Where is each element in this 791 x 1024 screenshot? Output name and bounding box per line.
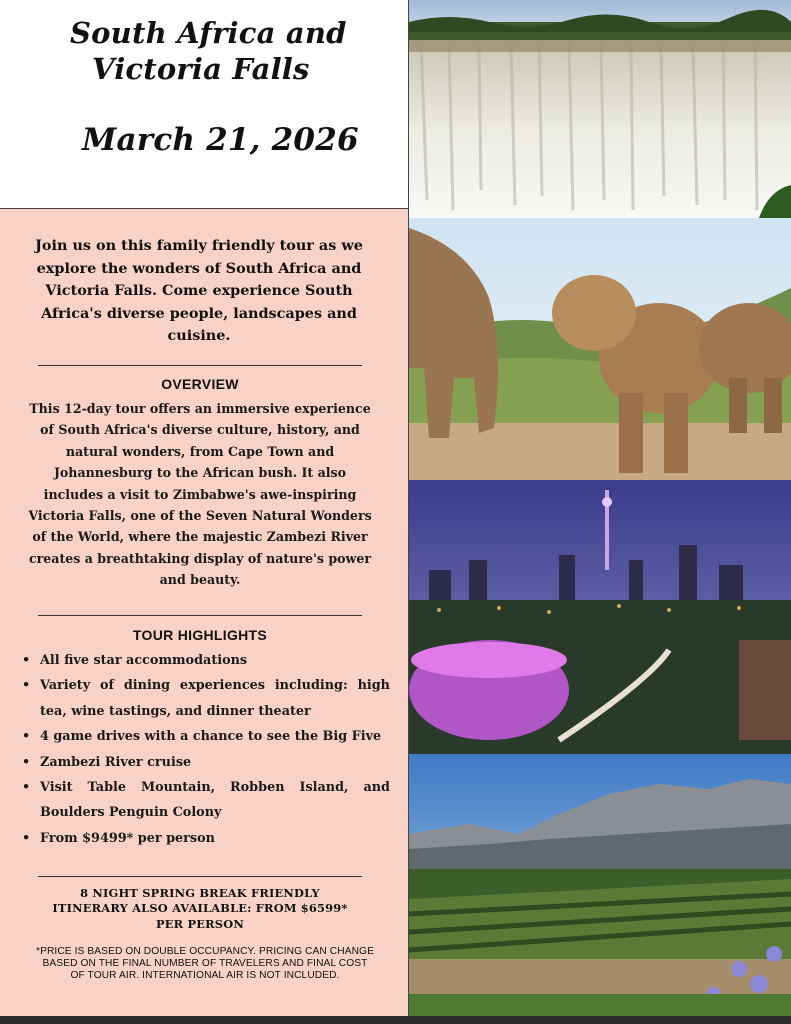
spring-break-note [38,886,362,932]
list-item [22,648,390,673]
list-item [22,724,390,749]
highlight-text: 4 game drives with a chance to see the Big Five [40,729,382,745]
bullet-icon: • [22,729,31,745]
highlight-text: Variety of dining experiences including: high tea, wine tastings, and dinner theater [40,678,390,719]
bottom-bar [0,1016,791,1024]
overview-heading: OVERVIEW [161,376,239,392]
spring-break-line-3: PER PERSON [156,916,244,931]
highlight-text: Zambezi River cruise [40,754,192,770]
bullet-icon: • [22,830,31,846]
spring-break-line-1: 8 NIGHT SPRING BREAK FRIENDLY [80,886,320,900]
highlight-text: Visit Table Mountain, Robben Island, and Boulders Penguin Colony [40,780,390,821]
victoria-falls-photo [409,0,791,218]
highlights-heading: TOUR HIGHLIGHTS [132,627,268,643]
elephants-photo [409,218,791,480]
highlight-text: All five star accommodations [40,653,248,668]
divider [38,876,362,877]
divider [38,615,362,616]
details-box [0,209,409,1016]
bullet-icon: • [22,780,31,796]
list-item [22,750,390,775]
highlight-text: From $9499* per person [40,830,215,846]
list-item [22,826,390,851]
overview-paragraph: This 12-day tour offers an immersive experience of South Africa's diverse culture, history, and natural wonders, from Cape Town and Johannesburg to the African bush. It also includes a visit to Zimbabwe's awe-inspiring Victoria Falls, one of the Seven Natural Wonders of the World, where the majestic Zambezi River creates a breathtaking display of nature's power and beauty. [28,401,372,588]
intro-paragraph: Join us on this family friendly tour as we explore the wonders of South Africa and Victoria Falls. Come experience South Africa's diverse people, landscapes and cuisine. [35,237,363,345]
spring-break-line-2: ITINERARY ALSO AVAILABLE: FROM $6599* [52,901,348,916]
list-item [22,673,390,724]
johannesburg-night-photo [409,480,791,754]
price-disclaimer: *PRICE IS BASED ON DOUBLE OCCUPANCY. PRICING CAN CHANGE BASED ON THE FINAL NUMBER OF TRAVELERS AND FINAL COST OF TOUR AIR. INTERNATIONAL AIR IS NOT INCLUDED. [36,946,374,982]
title-line-1: South Africa and [70,16,347,50]
bullet-icon: • [22,653,31,668]
bullet-icon: • [22,678,31,694]
title-box [0,0,409,209]
tour-date: March 21, 2026 [82,122,359,158]
list-item [22,775,390,826]
bullet-icon: • [22,754,31,770]
vineyard-mountain-photo [409,754,791,1016]
highlights-list [22,648,390,851]
title-line-2: Victoria Falls [92,52,310,86]
divider [38,365,362,366]
